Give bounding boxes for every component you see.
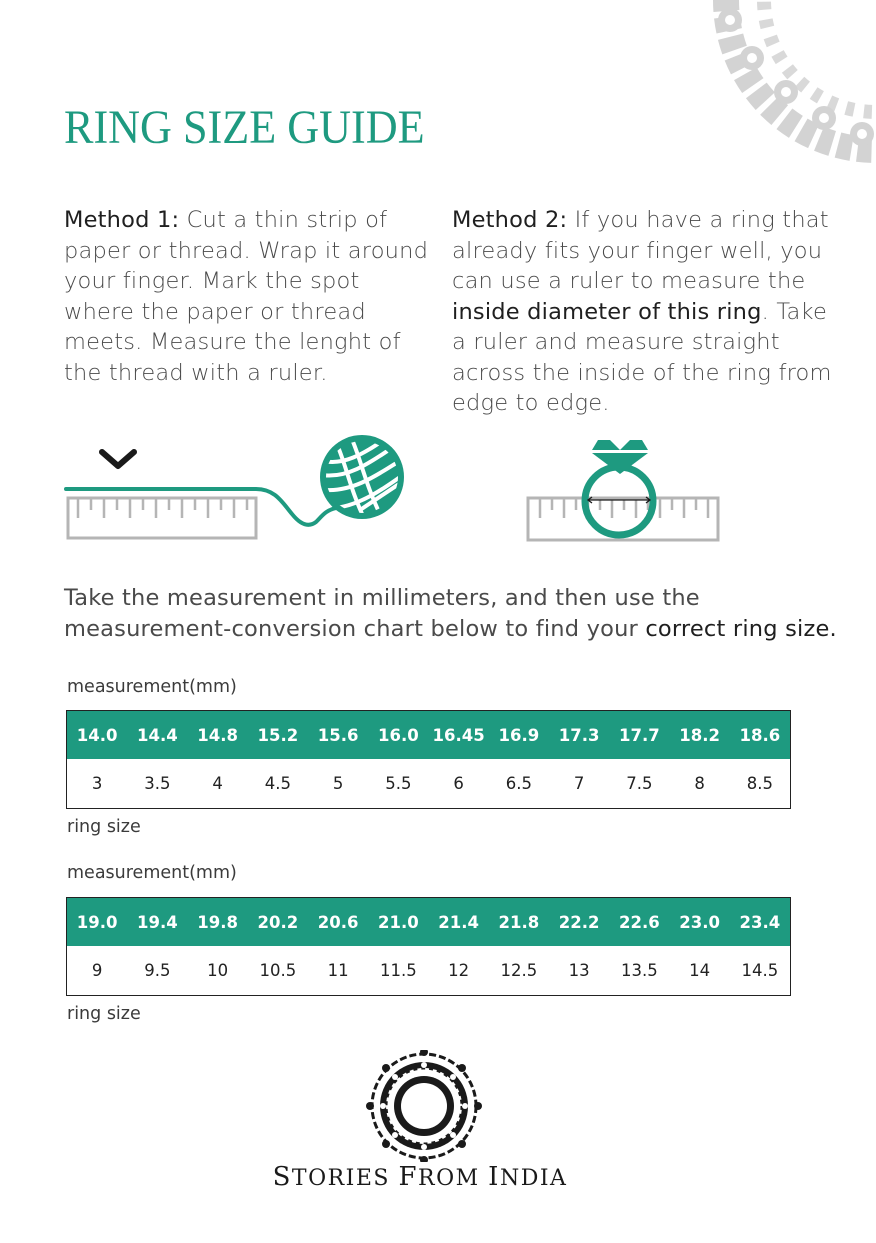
size-table-2 bbox=[66, 897, 791, 996]
ring-size-cell: 3 bbox=[91, 774, 103, 793]
ring-size-cell: 4 bbox=[212, 774, 223, 793]
method-1-label: Method 1: bbox=[64, 207, 180, 233]
brand-initial-i: I bbox=[488, 1162, 500, 1192]
ring-size-cell: 7 bbox=[573, 774, 585, 793]
measurement-cell: 14.8 bbox=[197, 725, 238, 745]
intro-text bbox=[64, 583, 844, 644]
mandala-logo-icon bbox=[366, 1050, 482, 1162]
ring-size-cell: 12 bbox=[448, 961, 470, 980]
measurement-row bbox=[67, 898, 790, 946]
measurement-cell: 16.9 bbox=[498, 725, 540, 745]
ring-size-cell: 5 bbox=[332, 774, 344, 793]
table-1-caption-ring-size: ring size bbox=[67, 817, 141, 837]
measurement-cell: 21.4 bbox=[438, 912, 479, 932]
measurement-cell: 18.2 bbox=[679, 725, 720, 745]
ring-size-cell: 6.5 bbox=[505, 774, 532, 793]
ring-size-cell: 13 bbox=[568, 961, 590, 980]
measurement-cell: 17.3 bbox=[558, 725, 600, 745]
method-2-label: Method 2: bbox=[452, 207, 568, 233]
size-table-1 bbox=[66, 710, 791, 809]
measurement-cell: 19.0 bbox=[76, 912, 118, 932]
ring-size-cell: 11.5 bbox=[380, 961, 417, 980]
ring-size-cell: 7.5 bbox=[626, 774, 653, 793]
intro-bold: correct ring size. bbox=[645, 615, 837, 642]
ring-size-cell: 4.5 bbox=[264, 774, 291, 793]
lace-corner-ornament bbox=[700, 0, 876, 165]
measurement-cell: 20.6 bbox=[317, 912, 359, 932]
ring-size-cell: 5.5 bbox=[385, 774, 412, 793]
ring-size-cell: 8 bbox=[694, 774, 705, 793]
table-1-caption-measurement: measurement(mm) bbox=[67, 677, 237, 697]
brand-initial-s: S bbox=[272, 1162, 292, 1192]
measurement-cell: 22.2 bbox=[558, 912, 600, 932]
ring-ruler-illustration bbox=[522, 434, 722, 546]
table-2-caption-ring-size: ring size bbox=[67, 1004, 141, 1024]
measurement-cell: 23.0 bbox=[679, 912, 720, 932]
ring-size-cell: 9.5 bbox=[144, 961, 171, 980]
brand-part-3: NDIA bbox=[499, 1166, 568, 1191]
chevron-down-icon bbox=[102, 452, 134, 466]
ring-size-cell: 10.5 bbox=[259, 961, 297, 980]
ring-size-cell: 14 bbox=[689, 961, 711, 980]
method-1-body: Cut a thin strip of paper or thread. Wrap it around your finger. Mark the spot where the paper or thread meets. Measure the lenght of the thread with a ruler. bbox=[64, 207, 429, 386]
measurement-cell: 18.6 bbox=[739, 725, 781, 745]
yarn-ball-icon bbox=[320, 430, 410, 520]
ring-size-cell: 6 bbox=[453, 774, 464, 793]
thread-line bbox=[66, 489, 336, 525]
ring-size-cell: 11 bbox=[327, 961, 349, 980]
measurement-cell: 16.45 bbox=[432, 725, 485, 745]
measurement-cell: 21.0 bbox=[378, 912, 419, 932]
method-2-text bbox=[452, 205, 832, 419]
page-title: RING SIZE GUIDE bbox=[64, 101, 425, 154]
table-2-caption-measurement: measurement(mm) bbox=[67, 863, 237, 883]
brand-part-2: ROM bbox=[418, 1166, 489, 1191]
measurement-cell: 14.0 bbox=[76, 725, 118, 745]
method-2-bold: inside diameter of this ring bbox=[452, 298, 762, 325]
measurement-row bbox=[67, 711, 790, 759]
ring-size-cell: 13.5 bbox=[621, 961, 658, 980]
intro-body: Take the measurement in millimeters, and then use the measurement-conversion chart below to find your bbox=[64, 585, 700, 642]
measurement-cell: 14.4 bbox=[137, 725, 178, 745]
brand-initial-f: F bbox=[398, 1162, 419, 1192]
measurement-cell: 16.0 bbox=[378, 725, 419, 745]
ring-size-cell: 9 bbox=[91, 961, 103, 980]
method-2-body-b: . Take a ruler and measure straight across the inside of the ring from edge to edge. bbox=[452, 298, 832, 416]
measurement-cell: 19.4 bbox=[137, 912, 178, 932]
ring-size-cell: 14.5 bbox=[741, 961, 779, 980]
ring-size-cell: 8.5 bbox=[746, 774, 773, 793]
measurement-cell: 15.2 bbox=[257, 725, 299, 745]
measurement-cell: 15.6 bbox=[317, 725, 359, 745]
ring-size-row bbox=[67, 759, 790, 808]
measurement-cell: 23.4 bbox=[739, 912, 781, 932]
method-2-body-a: If you have a ring that already fits your finger well, you can use a ruler to measure the bbox=[452, 207, 829, 294]
thread-ruler-illustration bbox=[60, 430, 420, 550]
ring-size-cell: 3.5 bbox=[144, 774, 171, 793]
measurement-cell: 19.8 bbox=[197, 912, 238, 932]
measurement-cell: 17.7 bbox=[619, 725, 660, 745]
brand-part-1: TORIES bbox=[291, 1166, 399, 1191]
measurement-cell: 21.8 bbox=[498, 912, 540, 932]
method-1-text bbox=[64, 205, 434, 388]
brand-name bbox=[0, 1162, 840, 1192]
ring-size-cell: 12.5 bbox=[500, 961, 538, 980]
measurement-cell: 22.6 bbox=[619, 912, 660, 932]
ring-size-cell: 10 bbox=[207, 961, 229, 980]
ring-icon bbox=[585, 467, 653, 535]
measurement-cell: 20.2 bbox=[257, 912, 299, 932]
ring-size-row bbox=[67, 946, 790, 995]
